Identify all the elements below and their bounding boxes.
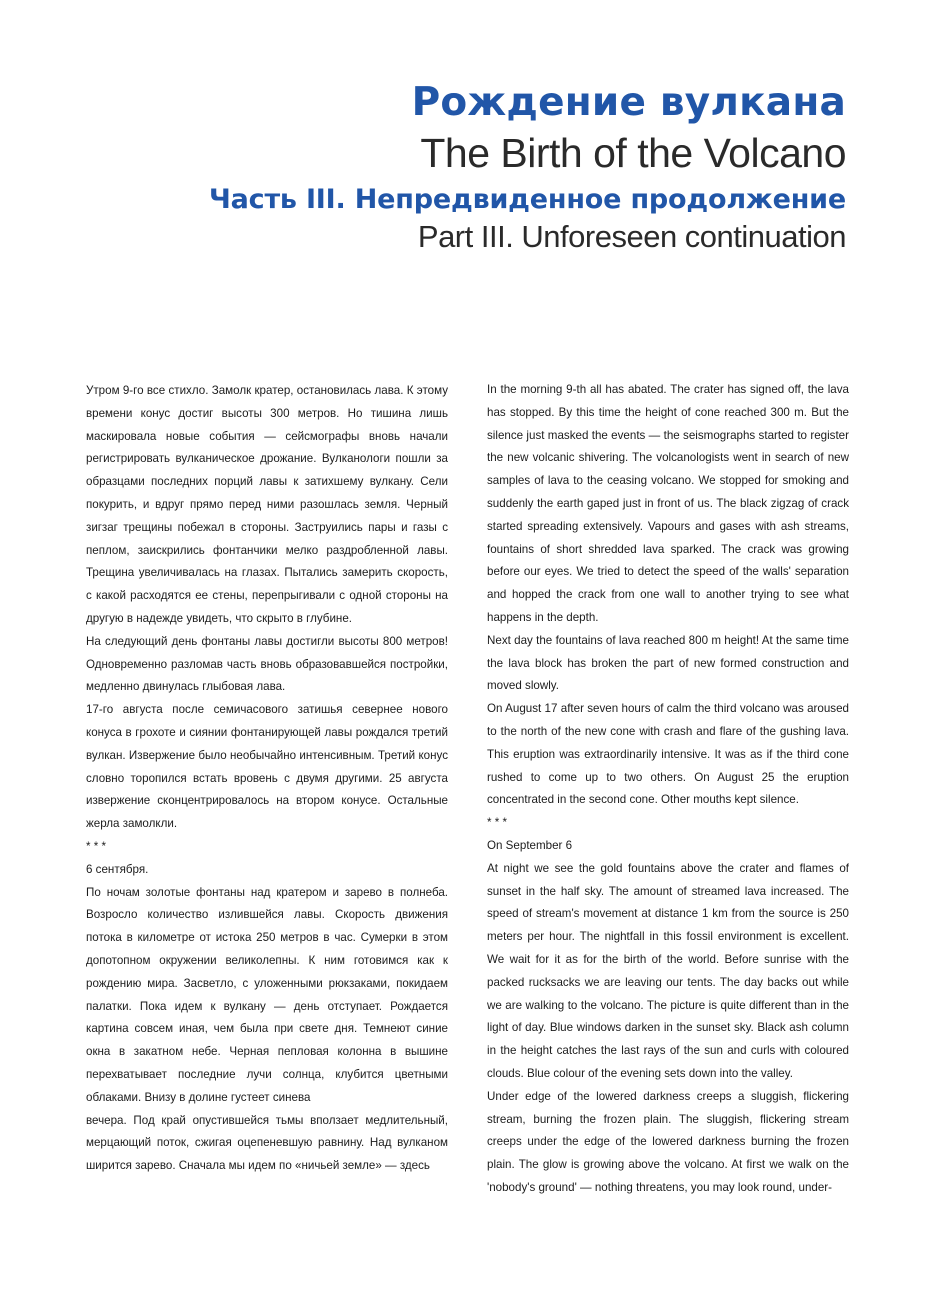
section-separator: * * * [86, 839, 106, 853]
russian-text-column [86, 380, 448, 1178]
paragraph-en-1: In the morning 9-th all has abated. The crater has signed off, the lava has stopped. By this time the height of cone reached 300 m. But the silence just masked the events — the seismographs started to register the new volcanic shivering. The volcanologists went in search of new samples of lava to the ceasing volcano. We stopped for smoking and suddenly the earth gaped just in front of us. The black zigzag of crack started spreading extensively. Vapours and gases with ash streams, fountains of short shredded lava sparked. The crack was growing before our eyes. We tried to detect the speed of the walls' separation and hopped the crack from one wall to another trying to see what happens in the depth. [487, 383, 849, 624]
article-header [209, 78, 846, 256]
paragraph-ru-1: Утром 9-го все стихло. Замолк кратер, остановилась лава. К этому времени конус достиг высоты 300 метров. Но тишина лишь маскировала новые события — сейсмографы вновь начали регистрировать вулканическое дрожание. Вулканологи пошли за образцами последних порций лавы к затихшему вулкану. Сели покурить, и вдруг прямо перед ними разошлась земля. Черный зигзаг трещины побежал в стороны. Заструились пары и газы с пеплом, заискрились фонтанчики мелко раздробленной лавы. Трещина увеличивалась на глазах. Пытались замерить скорость, с какой расходятся ее стены, перепрыгивали с одной стороны на другую в надежде увидеть, что скрыто в глубине. [86, 384, 448, 625]
paragraph-en-3: On August 17 after seven hours of calm the third volcano was aroused to the north of the new cone with crash and flare of the gushing lava. This eruption was extraordinarily intensive. It was as if the third cone rushed to come up to two others. On August 25 the eruption concentrated in the second cone. Other mouths kept silence. [487, 702, 849, 807]
paragraph-ru-5: вечера. Под край опустившейся тьмы вползает медлительный, мерцающий поток, сжигая оцепеневшую равнину. Над вулканом ширится зарево. Сначала мы идем по «ничьей земле» — здесь [86, 1113, 448, 1173]
date-heading-en: On September 6 [487, 838, 573, 852]
title-russian: Рождение вулкана [411, 80, 846, 125]
date-heading-ru: 6 сентября. [86, 862, 149, 876]
paragraph-ru-4: По ночам золотые фонтаны над кратером и зарево в полнеба. Возросло количество излившейся лавы. Скорость движения потока в километре от истока 250 метров в час. Сумерки в этом допотопном окружении великолепны. К ним готовимся как к рождению мира. Засветло, с уложенными рюкзаками, покидаем палатки. Пока идем к вулкану — день отступает. Рождается картина совсем иная, чем была при свете дня. Темнеют синие окна в закатном небе. Черная пепловая колонна в вышине перехватывает последние лучи солнца, клубится цветными облаками. Внизу в долине густеет синева [86, 885, 448, 1104]
subtitle-english: Part III. Unforeseen continuation [417, 219, 846, 254]
subtitle-russian: Часть III. Непредвиденное продолжение [209, 184, 846, 215]
section-separator: * * * [487, 816, 507, 830]
paragraph-ru-2: На следующий день фонтаны лавы достигли высоты 800 метров! Одновременно разломав часть вновь образовавшейся постройки, медленно двинулась глыбовая лава. [86, 634, 448, 694]
paragraph-en-4: At night we see the gold fountains above the crater and flames of sunset in the half sky. The amount of streamed lava increased. The speed of stream's movement at distance 1 km from the source is 250 meters per hour. The nightfall in this fossil environment is excellent. We wait for it as for the birth of the world. Before sunrise with the packed rucksacks we are leaving our tents. The day backs out while we are walking to the volcano. The picture is quite different than in the light of day. Blue windows darken in the sunset sky. Black ash column in the height catches the last rays of the sun and curls with coloured clouds. Blue colour of the evening sets down into the valley. [487, 861, 849, 1080]
paragraph-ru-3: 17-го августа после семичасового затишья севернее нового конуса в грохоте и сиянии фонтанирующей лавы рождался третий вулкан. Извержение было необычайно интенсивным. Третий конус словно торопился встать вровень с двумя другими. 25 августа извержение сконцентрировалось на втором конусе. Остальные жерла замолкли. [86, 703, 448, 831]
title-english: The Birth of the Volcano [420, 130, 846, 176]
english-text-column [487, 379, 849, 1200]
paragraph-en-2: Next day the fountains of lava reached 800 m height! At the same time the lava block has broken the part of new formed construction and moved slowly. [487, 633, 849, 693]
paragraph-en-5: Under edge of the lowered darkness creeps a sluggish, flickering stream, burning the frozen plain. The sluggish, flickering stream creeps under the edge of the lowered darkness burning the frozen plain. The glow is growing above the volcano. At first we walk on the 'nobody's ground' — nothing threatens, you may look round, under- [487, 1089, 849, 1194]
